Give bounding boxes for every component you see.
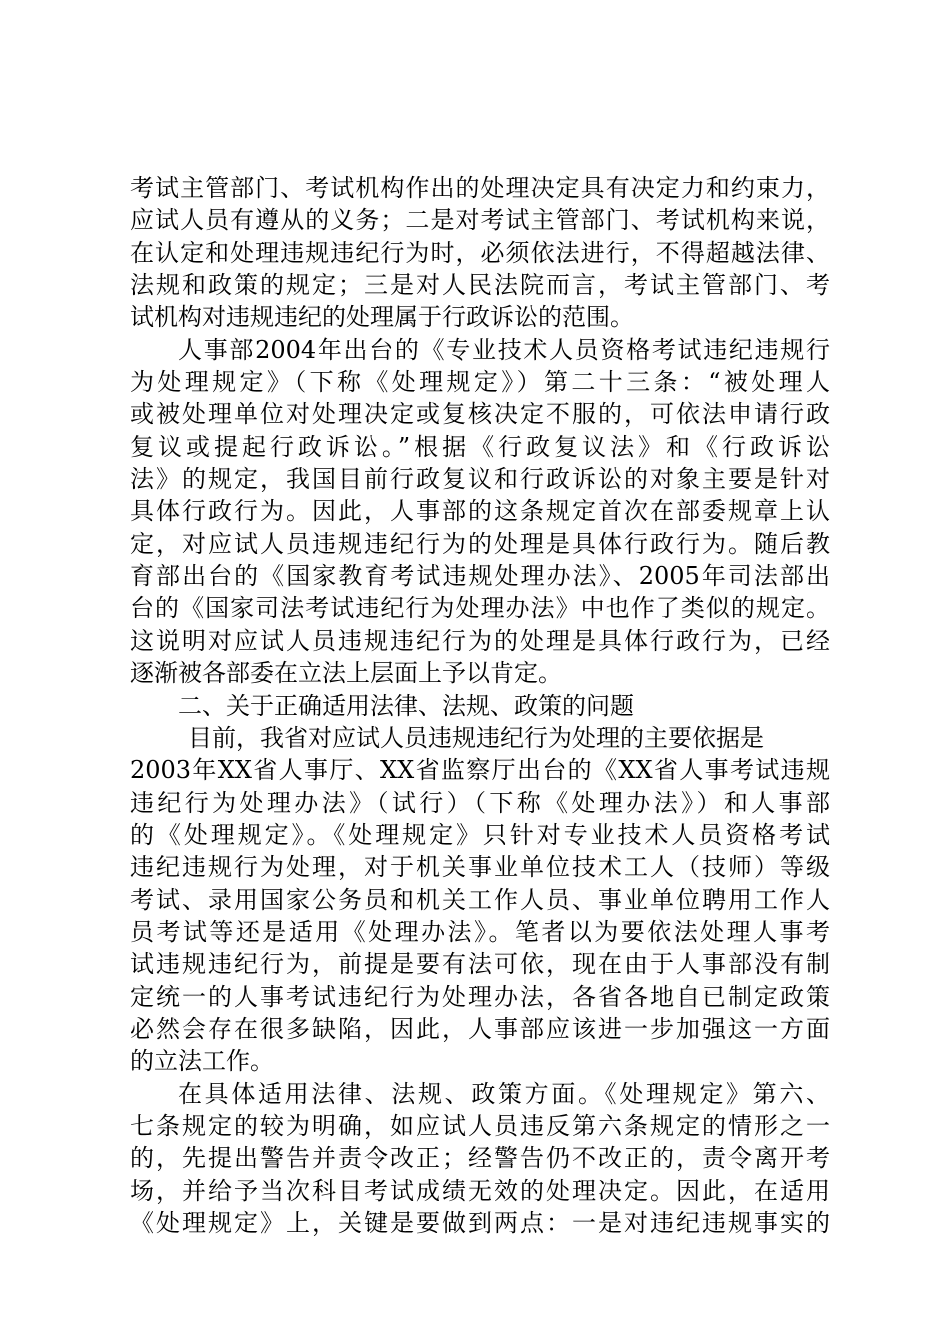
text-line: 台的《国家司法考试违纪行为处理办法》中也作了类似的规定。 (130, 594, 830, 623)
paragraph (130, 754, 830, 1077)
text-line: 员考试等还是适用《处理办法》。笔者以为要依法处理人事考 (130, 917, 830, 946)
text-line: 人事部2004年出台的《专业技术人员资格考试违纪违规行 (178, 335, 830, 364)
text-line: 的《处理规定》。《处理规定》只针对专业技术人员资格考试 (130, 820, 830, 849)
text-line: 或被处理单位对处理决定或复核决定不服的，可依法申请行政 (130, 400, 830, 429)
text-line: 考试、录用国家公务员和机关工作人员、事业单位聘用工作人 (130, 885, 830, 914)
text-line: 场，并给予当次科目考试成绩无效的处理决定。因此，在适用 (130, 1176, 830, 1205)
text-line: 必然会存在很多缺陷，因此，人事部应该进一步加强这一方面 (130, 1014, 830, 1043)
text-line: 的，先提出警告并责令改正；经警告仍不改正的，责令离开考 (130, 1144, 830, 1173)
text-line: 复议或提起行政诉讼。”根据《行政复议法》和《行政诉讼 (130, 432, 830, 461)
text-line: 目前，我省对应试人员违规违纪行为处理的主要依据是 (188, 723, 764, 752)
text-line: 逐渐被各部委在立法上层面上予以肯定。 (130, 659, 562, 688)
text-line: 试违规违纪行为，前提是要有法可依，现在由于人事部没有制 (130, 950, 830, 979)
text-line: 育部出台的《国家教育考试违规处理办法》、2005年司法部出 (130, 562, 830, 591)
paragraph (130, 172, 830, 334)
text-line: 的立法工作。 (130, 1047, 274, 1076)
text-line: 二、关于正确适用法律、法规、政策的问题 (178, 691, 634, 720)
text-line: 具体行政行为。因此，人事部的这条规定首次在部委规章上认 (130, 497, 830, 526)
text-line: 试机构对违规违纪的处理属于行政诉讼的范围。 (130, 303, 634, 332)
text-line: 这说明对应试人员违规违纪行为的处理是具体行政行为，已经 (130, 626, 830, 655)
text-line: 违纪违规行为处理，对于机关事业单位技术工人（技师）等级 (130, 853, 830, 882)
text-line: 2003年XX省人事厅、XX省监察厅出台的《XX省人事考试违规 (130, 756, 830, 785)
text-line: 七条规定的较为明确，如应试人员违反第六条规定的情形之一 (130, 1111, 830, 1140)
text-line: 应试人员有遵从的义务；二是对考试主管部门、考试机构来说， (130, 206, 830, 235)
text-line: 为处理规定》（下称《处理规定》）第二十三条：“被处理人 (130, 368, 830, 397)
text-line: 考试主管部门、考试机构作出的处理决定具有决定力和约束力， (130, 174, 830, 202)
text-line: 在认定和处理违规违纪行为时，必须依法进行，不得超越法律、 (130, 238, 830, 267)
text-line: 法》的规定，我国目前行政复议和行政诉讼的对象主要是针对 (130, 465, 830, 494)
paragraph (130, 1078, 830, 1240)
text-line: 在具体适用法律、法规、政策方面。《处理规定》第六、 (178, 1079, 830, 1108)
text-line: 《处理规定》上，关键是要做到两点：一是对违纪违规事实的 (130, 1209, 830, 1237)
paragraph (130, 334, 830, 690)
paragraph (130, 690, 830, 722)
text-line: 定统一的人事考试违纪行为处理办法，各省各地自已制定政策 (130, 982, 830, 1011)
text-line: 法规和政策的规定；三是对人民法院而言，考试主管部门、考 (130, 271, 830, 300)
text-line: 定，对应试人员违规违纪行为的处理是具体行政行为。随后教 (130, 529, 830, 558)
text-line: 违纪行为处理办法》（试行）（下称《处理办法》）和人事部 (130, 788, 830, 817)
document-body (130, 172, 830, 1239)
paragraph (130, 722, 830, 754)
